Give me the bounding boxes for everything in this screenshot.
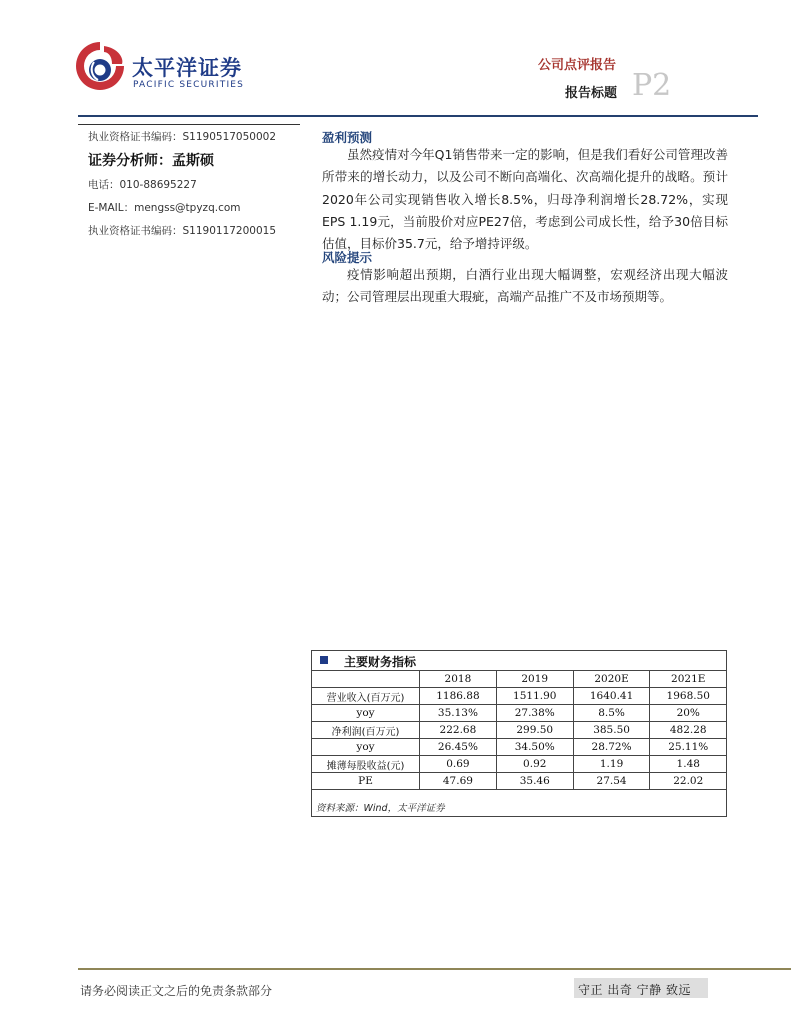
brand-name-en: PACIFIC SECURITIES [133,80,245,90]
table-cell: 34.50% [496,739,573,756]
table-header-row [312,671,726,688]
table-cell: 47.69 [420,773,497,790]
row-label: PE [312,773,420,790]
table-cell: 25.11% [650,739,726,756]
table-row [312,722,726,739]
table-cell: 0.92 [496,756,573,773]
page-number: P2 [632,68,672,103]
analyst-name: 证券分析师：孟斯硕 [88,153,214,169]
table-cell: 20% [650,705,726,722]
table-cell: 1640.41 [573,688,650,705]
table-cell: 222.68 [420,722,497,739]
table-cell: 22.02 [650,773,726,790]
table-cell: 1186.88 [420,688,497,705]
table-cell: 8.5% [573,705,650,722]
table-cell: 0.69 [420,756,497,773]
table-cell: 1968.50 [650,688,726,705]
table-source-note: 资料来源：Wind，太平洋证券 [316,803,445,814]
forecast-section-title: 盈利预测 [322,130,373,145]
financial-data-grid [312,671,726,790]
table-row [312,756,726,773]
table-title: 主要财务指标 [344,655,417,669]
analyst-email: E-MAIL：mengss@tpyzq.com [88,202,241,214]
table-title-row [312,651,726,671]
table-cell: 1.48 [650,756,726,773]
table-cell: 35.46 [496,773,573,790]
table-cell: 1511.90 [496,688,573,705]
company-motto: 守正 出奇 宁静 致远 [578,983,691,997]
footer-divider [78,968,791,970]
table-header-cell: 2018 [420,671,497,688]
table-header-cell [312,671,420,688]
risk-section-title: 风险提示 [322,250,373,265]
table-cell: 385.50 [573,722,650,739]
disclaimer-notice: 请务必阅读正文之后的免责条款部分 [80,984,273,998]
table-cell: 35.13% [420,705,497,722]
row-label: yoy [312,739,420,756]
row-label: 净利润(百万元) [312,722,420,739]
report-type: 公司点评报告 [538,58,617,73]
row-label: yoy [312,705,420,722]
risk-paragraph: 疫情影响超出预期，白酒行业出现大幅调整，宏观经济出现大幅波动；公司管理层出现重大瑕疵，高端产品推广不及市场预期等。 [322,267,728,305]
table-row [312,688,726,705]
analyst-phone: 电话：010-88695227 [88,179,197,191]
company-logo-icon [74,40,126,92]
table-row [312,773,726,790]
table-row [312,705,726,722]
row-label: 摊薄每股收益(元) [312,756,420,773]
analyst-info-divider [78,124,300,125]
table-cell: 27.54 [573,773,650,790]
table-cell: 26.45% [420,739,497,756]
table-header-cell: 2021E [650,671,726,688]
certificate-number-2: 执业资格证书编码：S1190117200015 [88,225,277,237]
square-bullet-icon [320,656,328,664]
table-cell: 1.19 [573,756,650,773]
forecast-paragraph: 虽然疫情对今年Q1销售带来一定的影响，但是我们看好公司管理改善所带来的增长动力，以及公司不断向高端化、次高端化提升的战略。预计2020年公司实现销售收入增长8.5%，归母净利润增长28.72%，实现EPS 1.19元，当前股价对应PE27倍，考虑到公司成长性，给予30倍目标估值，目标价35.7元，给予增持评级。 [322,147,728,252]
table-cell: 482.28 [650,722,726,739]
header-divider [78,115,758,117]
table-cell: 28.72% [573,739,650,756]
row-label: 营业收入(百万元) [312,688,420,705]
table-header-cell: 2020E [573,671,650,688]
certificate-number-1: 执业资格证书编码：S1190517050002 [88,131,277,143]
table-header-cell: 2019 [496,671,573,688]
report-title: 报告标题 [565,86,618,101]
table-cell: 299.50 [496,722,573,739]
brand-name-cn: 太平洋证券 [132,56,242,80]
financial-metrics-table [311,650,727,817]
table-row [312,739,726,756]
table-cell: 27.38% [496,705,573,722]
